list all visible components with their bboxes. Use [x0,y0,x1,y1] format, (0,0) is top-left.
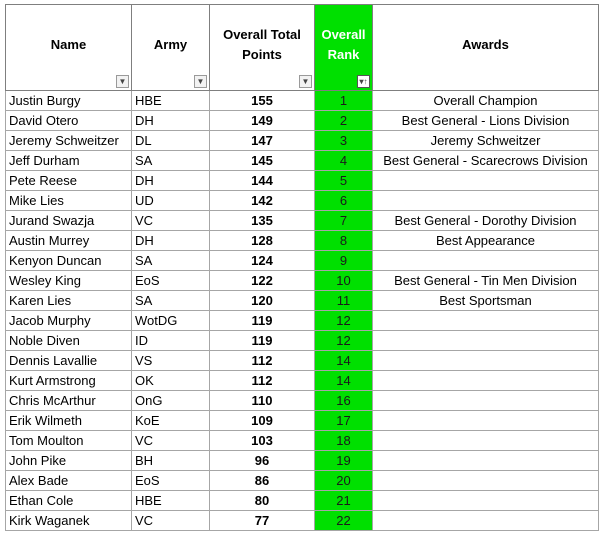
points-cell[interactable]: 112 [210,351,315,371]
table-row [6,471,599,491]
name-cell[interactable]: Justin Burgy [6,91,132,111]
army-cell[interactable]: DH [132,231,210,251]
column-header-awards[interactable] [373,5,599,91]
award-cell[interactable]: Overall Champion [373,91,599,111]
award-cell[interactable] [373,511,599,531]
award-cell[interactable] [373,351,599,371]
army-cell[interactable]: KoE [132,411,210,431]
name-cell[interactable]: Mike Lies [6,191,132,211]
column-header-rank[interactable] [315,5,373,91]
results-table [5,4,599,531]
header-rank-label [315,25,372,71]
name-cell[interactable]: Wesley King [6,271,132,291]
points-cell[interactable]: 96 [210,451,315,471]
header-rank-line1: Overall [321,26,366,42]
army-cell[interactable]: EoS [132,271,210,291]
army-cell[interactable]: VC [132,211,210,231]
name-cell[interactable]: Tom Moulton [6,431,132,451]
award-cell[interactable] [373,251,599,271]
table-row [6,251,599,271]
header-points-label [210,25,314,71]
points-cell[interactable]: 142 [210,191,315,211]
table-row [6,391,599,411]
table-row [6,351,599,371]
rank-cell[interactable]: 14 [315,351,373,371]
name-cell[interactable]: Pete Reese [6,171,132,191]
award-cell[interactable] [373,391,599,411]
points-cell[interactable]: 86 [210,471,315,491]
army-cell[interactable]: EoS [132,471,210,491]
table-row [6,91,599,111]
header-rank-line2: Rank [327,46,360,62]
header-points-line1: Overall Total [223,26,301,42]
name-cell[interactable]: Kirk Waganek [6,511,132,531]
army-cell[interactable]: OnG [132,391,210,411]
award-cell[interactable]: Best Appearance [373,231,599,251]
rank-cell[interactable]: 22 [315,511,373,531]
header-army-label: Army [153,36,188,52]
rank-cell[interactable]: 10 [315,271,373,291]
name-cell[interactable]: Ethan Cole [6,491,132,511]
table-row [6,191,599,211]
points-cell[interactable]: 147 [210,131,315,151]
name-cell[interactable]: John Pike [6,451,132,471]
award-cell[interactable]: Best General - Dorothy Division [373,211,599,231]
rank-cell[interactable]: 6 [315,191,373,211]
award-cell[interactable] [373,491,599,511]
points-cell[interactable]: 110 [210,391,315,411]
table-row [6,431,599,451]
filter-dropdown-icon[interactable]: ▼ [194,75,207,88]
rank-cell[interactable]: 12 [315,331,373,351]
points-cell[interactable]: 128 [210,231,315,251]
award-cell[interactable] [373,411,599,431]
award-cell[interactable]: Best General - Tin Men Division [373,271,599,291]
rank-cell[interactable]: 4 [315,151,373,171]
points-cell[interactable]: 109 [210,411,315,431]
army-cell[interactable]: ID [132,331,210,351]
army-cell[interactable]: HBE [132,91,210,111]
points-cell[interactable]: 144 [210,171,315,191]
points-cell[interactable]: 119 [210,311,315,331]
points-cell[interactable]: 155 [210,91,315,111]
rank-cell[interactable]: 3 [315,131,373,151]
rank-cell[interactable]: 21 [315,491,373,511]
rank-cell[interactable]: 17 [315,411,373,431]
header-points-line2: Points [242,46,282,62]
award-cell[interactable] [373,431,599,451]
rank-cell[interactable]: 16 [315,391,373,411]
points-cell[interactable]: 103 [210,431,315,451]
header-name-label: Name [50,36,87,52]
points-cell[interactable]: 145 [210,151,315,171]
table-row [6,231,599,251]
points-cell[interactable]: 124 [210,251,315,271]
points-cell[interactable]: 120 [210,291,315,311]
rank-cell[interactable]: 1 [315,91,373,111]
points-cell[interactable]: 77 [210,511,315,531]
rank-cell[interactable]: 18 [315,431,373,451]
rank-cell[interactable]: 9 [315,251,373,271]
table-row [6,331,599,351]
army-cell[interactable]: UD [132,191,210,211]
table-row [6,311,599,331]
filter-dropdown-icon[interactable]: ▼ [116,75,129,88]
table-row [6,211,599,231]
rank-cell[interactable]: 11 [315,291,373,311]
table-row [6,111,599,131]
points-cell[interactable]: 122 [210,271,315,291]
award-cell[interactable]: Jeremy Schweitzer [373,131,599,151]
rank-cell[interactable]: 20 [315,471,373,491]
award-cell[interactable] [373,191,599,211]
award-cell[interactable]: Best General - Scarecrows Division [373,151,599,171]
points-cell[interactable]: 112 [210,371,315,391]
table-row [6,151,599,171]
points-cell[interactable]: 149 [210,111,315,131]
sort-ascending-filter-icon[interactable]: ▾↑ [357,75,370,88]
award-cell[interactable] [373,311,599,331]
army-cell[interactable]: DH [132,111,210,131]
column-header-army[interactable] [132,5,210,91]
table-row [6,131,599,151]
name-cell[interactable]: Alex Bade [6,471,132,491]
column-header-name[interactable] [6,5,132,91]
table-row [6,511,599,531]
table-row [6,171,599,191]
table-row [6,491,599,511]
award-cell[interactable] [373,331,599,351]
table-row [6,291,599,311]
header-row [6,5,599,91]
points-cell[interactable]: 119 [210,331,315,351]
name-cell[interactable]: Noble Diven [6,331,132,351]
header-awards-label: Awards [462,36,509,52]
name-cell[interactable]: Jurand Swazja [6,211,132,231]
army-cell[interactable]: DH [132,171,210,191]
name-cell[interactable]: Kurt Armstrong [6,371,132,391]
army-cell[interactable]: HBE [132,491,210,511]
army-cell[interactable]: SA [132,251,210,271]
rank-cell[interactable]: 2 [315,111,373,131]
army-cell[interactable]: SA [132,291,210,311]
award-cell[interactable]: Best Sportsman [373,291,599,311]
name-cell[interactable]: Chris McArthur [6,391,132,411]
rank-cell[interactable]: 5 [315,171,373,191]
name-cell[interactable]: Erik Wilmeth [6,411,132,431]
rank-cell[interactable]: 19 [315,451,373,471]
rank-cell[interactable]: 8 [315,231,373,251]
name-cell[interactable]: Jeremy Schweitzer [6,131,132,151]
army-cell[interactable]: DL [132,131,210,151]
name-cell[interactable]: Jacob Murphy [6,311,132,331]
table-row [6,451,599,471]
name-cell[interactable]: Kenyon Duncan [6,251,132,271]
rank-cell[interactable]: 12 [315,311,373,331]
column-header-points[interactable] [210,5,315,91]
name-cell[interactable]: Austin Murrey [6,231,132,251]
army-cell[interactable]: SA [132,151,210,171]
army-cell[interactable]: VC [132,511,210,531]
army-cell[interactable]: WotDG [132,311,210,331]
points-cell[interactable]: 80 [210,491,315,511]
table-row [6,371,599,391]
army-cell[interactable]: VS [132,351,210,371]
name-cell[interactable]: David Otero [6,111,132,131]
name-cell[interactable]: Dennis Lavallie [6,351,132,371]
points-cell[interactable]: 135 [210,211,315,231]
rank-cell[interactable]: 7 [315,211,373,231]
table-body [6,91,599,531]
army-cell[interactable]: VC [132,431,210,451]
name-cell[interactable]: Karen Lies [6,291,132,311]
table-row [6,411,599,431]
award-cell[interactable]: Best General - Lions Division [373,111,599,131]
filter-dropdown-icon[interactable]: ▼ [299,75,312,88]
award-cell[interactable] [373,471,599,491]
award-cell[interactable] [373,451,599,471]
name-cell[interactable]: Jeff Durham [6,151,132,171]
army-cell[interactable]: OK [132,371,210,391]
award-cell[interactable] [373,371,599,391]
army-cell[interactable]: BH [132,451,210,471]
table-row [6,271,599,291]
rank-cell[interactable]: 14 [315,371,373,391]
award-cell[interactable] [373,171,599,191]
